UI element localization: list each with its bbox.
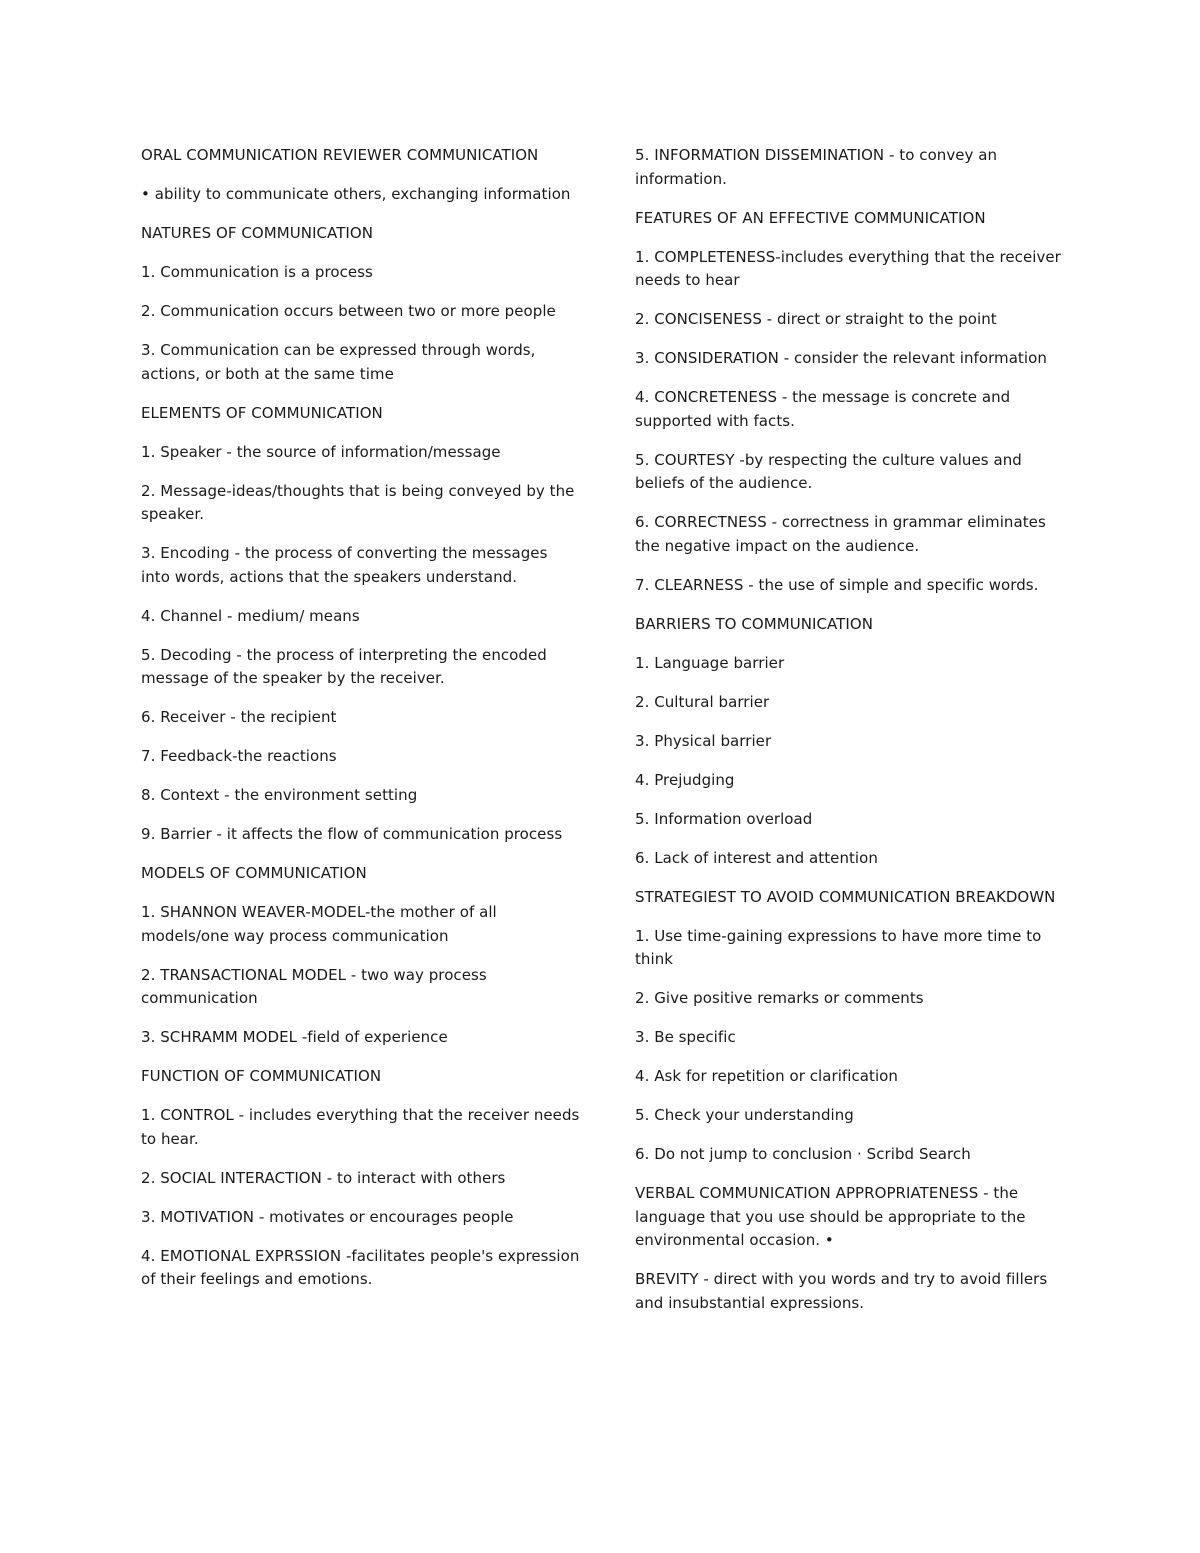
list-item: 3. CONSIDERATION - consider the relevant information <box>635 349 1047 367</box>
list-item: 8. Context - the environment setting <box>141 786 418 804</box>
list-item: 4. Ask for repetition or clarification <box>635 1067 898 1085</box>
list-item: 9. Barrier - it affects the flow of communication process <box>141 825 563 843</box>
section-heading-barriers: BARRIERS TO COMMUNICATION <box>635 614 873 633</box>
list-item: 2. SOCIAL INTERACTION - to interact with others <box>141 1168 506 1187</box>
list-item: 4. EMOTIONAL EXPRSSION -facilitates people's expression of their feelings and emotions. <box>141 1246 580 1288</box>
list-item: 5. COURTESY -by respecting the culture values and beliefs of the audience. <box>635 450 1022 492</box>
list-item: 3. Communication can be expressed through words, actions, or both at the same time <box>141 341 536 383</box>
left-column <box>141 144 581 1307</box>
list-item: 1. Communication is a process <box>141 263 373 281</box>
list-item: 6. Do not jump to conclusion · Scribd Search <box>635 1145 971 1163</box>
list-item: 1. Speaker - the source of information/message <box>141 442 501 461</box>
list-item: 6. CORRECTNESS - correctness in grammar eliminates the negative impact on the audience. <box>635 513 1046 555</box>
right-column <box>635 144 1075 1331</box>
list-item: BREVITY - direct with you words and try to avoid fillers and insubstantial expressions. <box>635 1270 1048 1312</box>
list-item: 7. CLEARNESS - the use of simple and specific words. <box>635 575 1039 594</box>
definition-bullet: • ability to communicate others, exchanging information <box>141 185 571 203</box>
list-item: 4. Channel - medium/ means <box>141 606 360 625</box>
list-item: 2. Cultural barrier <box>635 692 770 711</box>
section-heading-elements: ELEMENTS OF COMMUNICATION <box>141 403 383 422</box>
list-item: 1. CONTROL - includes everything that the receiver needs to hear. <box>141 1106 580 1148</box>
list-item: 6. Receiver - the recipient <box>141 708 337 726</box>
list-item: 4. Prejudging <box>635 770 735 789</box>
section-heading-verbal: VERBAL COMMUNICATION APPROPRIATENESS - the language that you use should be appropriate to the environmental occasion. • <box>635 1184 1026 1249</box>
list-item: 1. Language barrier <box>635 653 785 672</box>
list-item: 3. SCHRAMM MODEL -field of experience <box>141 1028 448 1046</box>
section-heading-natures: NATURES OF COMMUNICATION <box>141 224 374 242</box>
list-item: 5. Information overload <box>635 809 813 828</box>
list-item: 2. Give positive remarks or comments <box>635 989 924 1007</box>
list-item: 2. CONCISENESS - direct or straight to the point <box>635 310 997 328</box>
section-heading-strategies: STRATEGIEST TO AVOID COMMUNICATION BREAKDOWN <box>635 887 1056 906</box>
list-item: 3. Encoding - the process of converting the messages into words, actions that the speakers understand. <box>141 544 548 586</box>
list-item: 5. INFORMATION DISSEMINATION - to convey an information. <box>635 146 998 188</box>
doc-title: ORAL COMMUNICATION REVIEWER COMMUNICATION <box>141 146 539 164</box>
section-heading-features: FEATURES OF AN EFFECTIVE COMMUNICATION <box>635 208 986 227</box>
section-heading-models: MODELS OF COMMUNICATION <box>141 864 367 882</box>
list-item: 5. Check your understanding <box>635 1106 854 1124</box>
list-item: 2. Communication occurs between two or more people <box>141 302 556 320</box>
list-item: 1. SHANNON WEAVER-MODEL-the mother of all models/one way process communication <box>141 903 497 945</box>
list-item: 3. MOTIVATION - motivates or encourages people <box>141 1207 514 1226</box>
list-item: 3. Physical barrier <box>635 731 772 750</box>
list-item: 7. Feedback-the reactions <box>141 747 337 765</box>
list-item: 1. COMPLETENESS-includes everything that the receiver needs to hear <box>635 247 1061 289</box>
list-item: 2. TRANSACTIONAL MODEL - two way process communication <box>141 965 487 1007</box>
section-heading-function: FUNCTION OF COMMUNICATION <box>141 1067 382 1085</box>
list-item: 6. Lack of interest and attention <box>635 848 878 867</box>
list-item: 4. CONCRETENESS - the message is concrete and supported with facts. <box>635 388 1011 430</box>
list-item: 1. Use time-gaining expressions to have more time to think <box>635 926 1042 968</box>
list-item: 3. Be specific <box>635 1028 736 1046</box>
list-item: 2. Message-ideas/thoughts that is being conveyed by the speaker. <box>141 481 575 523</box>
list-item: 5. Decoding - the process of interpreting the encoded message of the speaker by the receiver. <box>141 645 547 687</box>
